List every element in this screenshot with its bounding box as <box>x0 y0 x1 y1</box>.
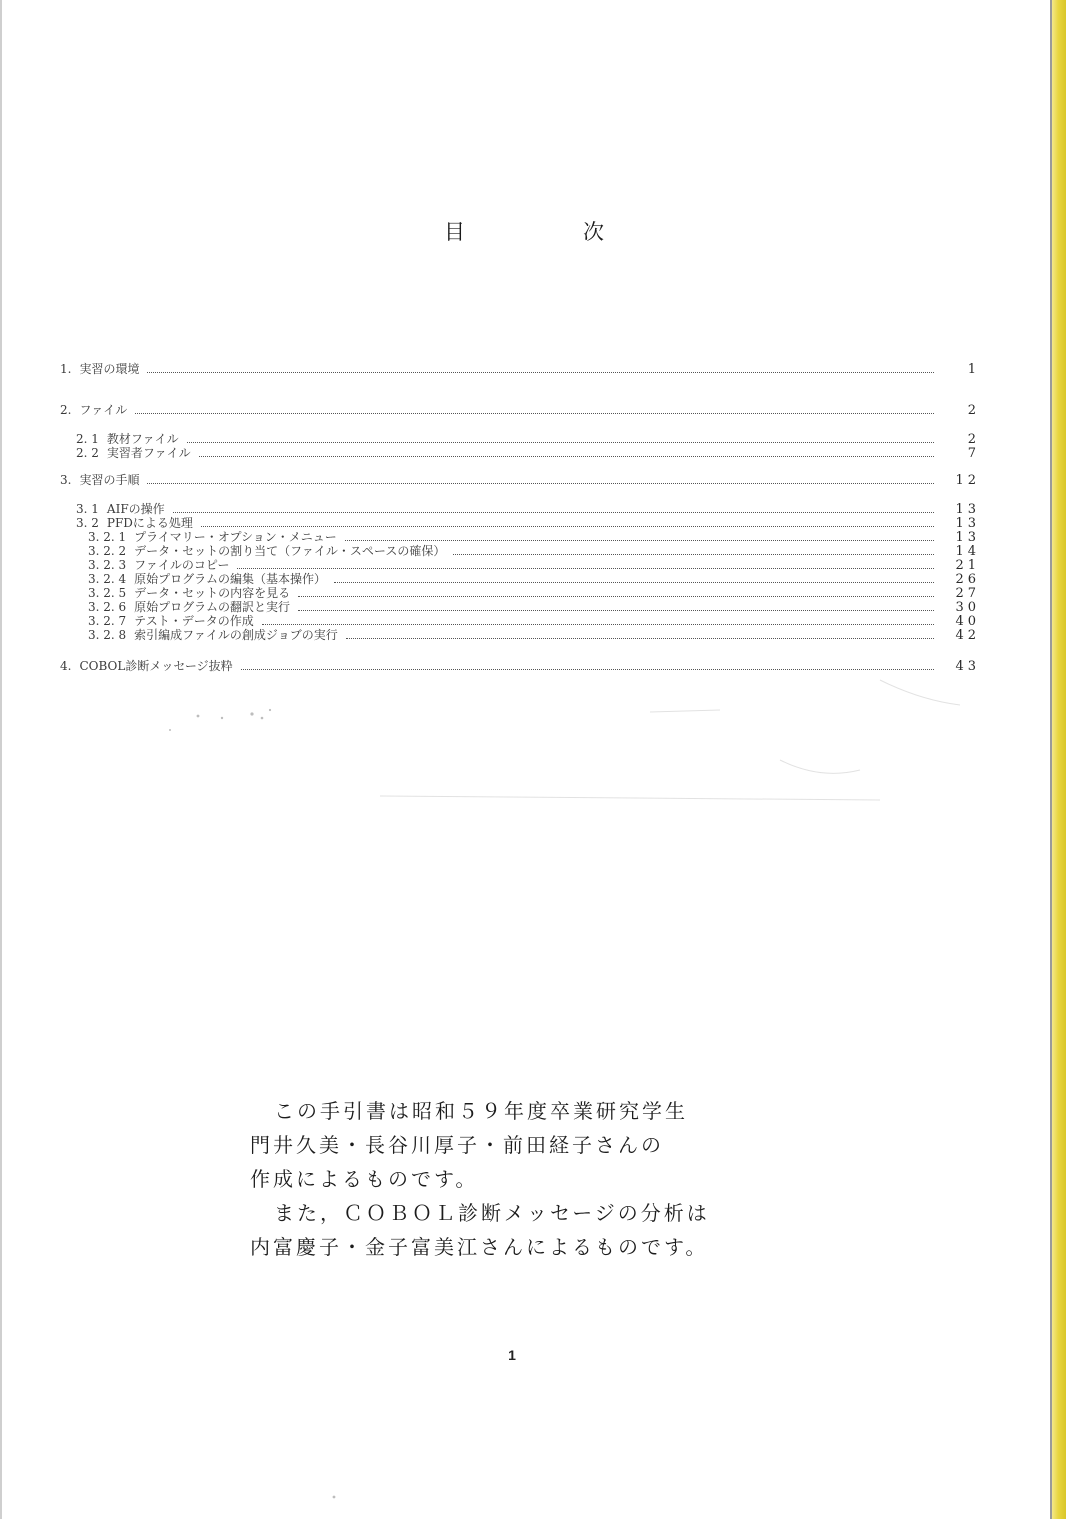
toc-entry-page: 27 <box>955 586 980 601</box>
toc-entry[interactable] <box>60 660 980 673</box>
toc-leader <box>147 371 934 373</box>
toc-entry-label: COBOL診断メッセージ抜粋 <box>79 659 233 673</box>
toc-entry-label: プライマリー・オプション・メニュー <box>134 530 337 544</box>
toc-entry-label: 実習の手順 <box>79 473 140 487</box>
toc-leader <box>147 482 934 484</box>
note-line: 門井久美・長谷川厚子・前田経子さんの <box>250 1133 664 1157</box>
toc-entry-number: 1. <box>60 362 72 376</box>
toc-entry-page: 13 <box>955 502 980 517</box>
toc-entry-page: 13 <box>955 530 980 545</box>
toc-entry-number: 2. 2 <box>76 446 99 460</box>
toc-entry[interactable] <box>60 629 980 642</box>
table-of-contents <box>60 0 980 700</box>
toc-entry-number: 3. <box>60 473 72 487</box>
toc-entry-label: AIFの操作 <box>106 502 165 516</box>
toc-entry-page: 12 <box>955 473 980 488</box>
toc-leader <box>201 525 934 527</box>
toc-entry[interactable] <box>60 363 980 376</box>
toc-entry-number: 3. 2. 6 <box>88 600 127 614</box>
toc-leader <box>262 623 934 625</box>
toc-leader <box>346 637 934 639</box>
note-line: また，ＣＯＢＯＬ診断メッセージの分析は <box>274 1201 710 1225</box>
toc-entry[interactable] <box>60 404 980 417</box>
toc-entry-number: 3. 2. 8 <box>88 628 127 642</box>
toc-entry[interactable] <box>60 447 980 460</box>
scan-left-edge <box>0 0 2 1519</box>
toc-entry-page: 40 <box>955 614 980 629</box>
toc-leader <box>237 567 934 569</box>
toc-entry[interactable] <box>60 545 980 558</box>
toc-entry[interactable] <box>60 587 980 600</box>
toc-entry-page: 21 <box>955 558 980 573</box>
toc-entry-label: 索引編成ファイルの創成ジョブの実行 <box>134 628 338 642</box>
toc-entry-number: 3. 2. 5 <box>88 586 127 600</box>
toc-entry-label: ファイル <box>79 403 128 417</box>
toc-entry-number: 3. 2. 7 <box>88 614 127 628</box>
toc-leader <box>298 595 934 597</box>
authorship-note <box>250 1094 810 1264</box>
toc-entry-page: 2 <box>967 432 980 447</box>
toc-entry[interactable] <box>60 503 980 516</box>
toc-entry-page: 42 <box>955 628 980 643</box>
toc-entry-number: 3. 2. 2 <box>88 544 127 558</box>
page-number: 1 <box>508 1347 516 1363</box>
toc-entry-page: 26 <box>955 572 980 587</box>
toc-leader <box>241 668 934 670</box>
toc-entry-page: 43 <box>955 659 980 674</box>
toc-entry[interactable] <box>60 573 980 586</box>
toc-entry-number: 3. 1 <box>76 502 99 516</box>
toc-leader <box>135 412 934 414</box>
toc-entry-number: 2. 1 <box>76 432 99 446</box>
toc-entry[interactable] <box>60 531 980 544</box>
toc-entry-page: 2 <box>967 403 980 418</box>
toc-entry-page: 1 <box>967 362 980 377</box>
toc-entry-label: 原始プログラムの編集（基本操作） <box>134 572 327 586</box>
toc-entry[interactable] <box>60 601 980 614</box>
toc-entry[interactable] <box>60 474 980 487</box>
toc-entry-label: 実習の環境 <box>79 362 140 376</box>
toc-title-char-1: 目 <box>444 220 465 244</box>
toc-entry-number: 3. 2. 4 <box>88 572 127 586</box>
toc-entry-page: 14 <box>955 544 980 559</box>
toc-entry-number: 3. 2 <box>76 516 99 530</box>
scan-yellow-edge <box>1052 0 1066 1519</box>
toc-entry-label: ファイルのコピー <box>134 558 230 572</box>
toc-entry[interactable] <box>60 433 980 446</box>
toc-entry-label: テスト・データの作成 <box>134 614 254 628</box>
toc-entry-label: データ・セットの割り当て（ファイル・スペースの確保） <box>134 544 446 558</box>
toc-leader <box>173 511 934 513</box>
toc-entry-label: データ・セットの内容を見る <box>134 586 291 600</box>
toc-leader <box>298 609 934 611</box>
toc-leader <box>345 539 934 541</box>
toc-entry-number: 3. 2. 3 <box>88 558 127 572</box>
toc-leader <box>199 455 934 457</box>
toc-entry-label: 教材ファイル <box>106 432 179 446</box>
note-line: この手引書は昭和５９年度卒業研究学生 <box>274 1099 688 1123</box>
toc-leader <box>453 553 934 555</box>
toc-entry-number: 2. <box>60 403 72 417</box>
toc-leader <box>334 581 934 583</box>
toc-entry-page: 13 <box>955 516 980 531</box>
toc-entry-label: PFDによる処理 <box>106 516 193 530</box>
toc-entry[interactable] <box>60 559 980 572</box>
toc-entry[interactable] <box>60 517 980 530</box>
toc-title-char-2: 次 <box>583 220 604 244</box>
toc-entry-number: 4. <box>60 659 72 673</box>
toc-entry-number: 3. 2. 1 <box>88 530 127 544</box>
note-line: 作成によるものです。 <box>250 1167 479 1191</box>
toc-entry[interactable] <box>60 615 980 628</box>
toc-entry-label: 原始プログラムの翻訳と実行 <box>134 600 291 614</box>
toc-entry-label: 実習者ファイル <box>106 446 191 460</box>
note-line: 内富慶子・金子富美江さんによるものです。 <box>250 1235 709 1259</box>
toc-entry-page: 7 <box>967 446 980 461</box>
toc-entry-page: 30 <box>955 600 980 615</box>
toc-leader <box>187 441 934 443</box>
